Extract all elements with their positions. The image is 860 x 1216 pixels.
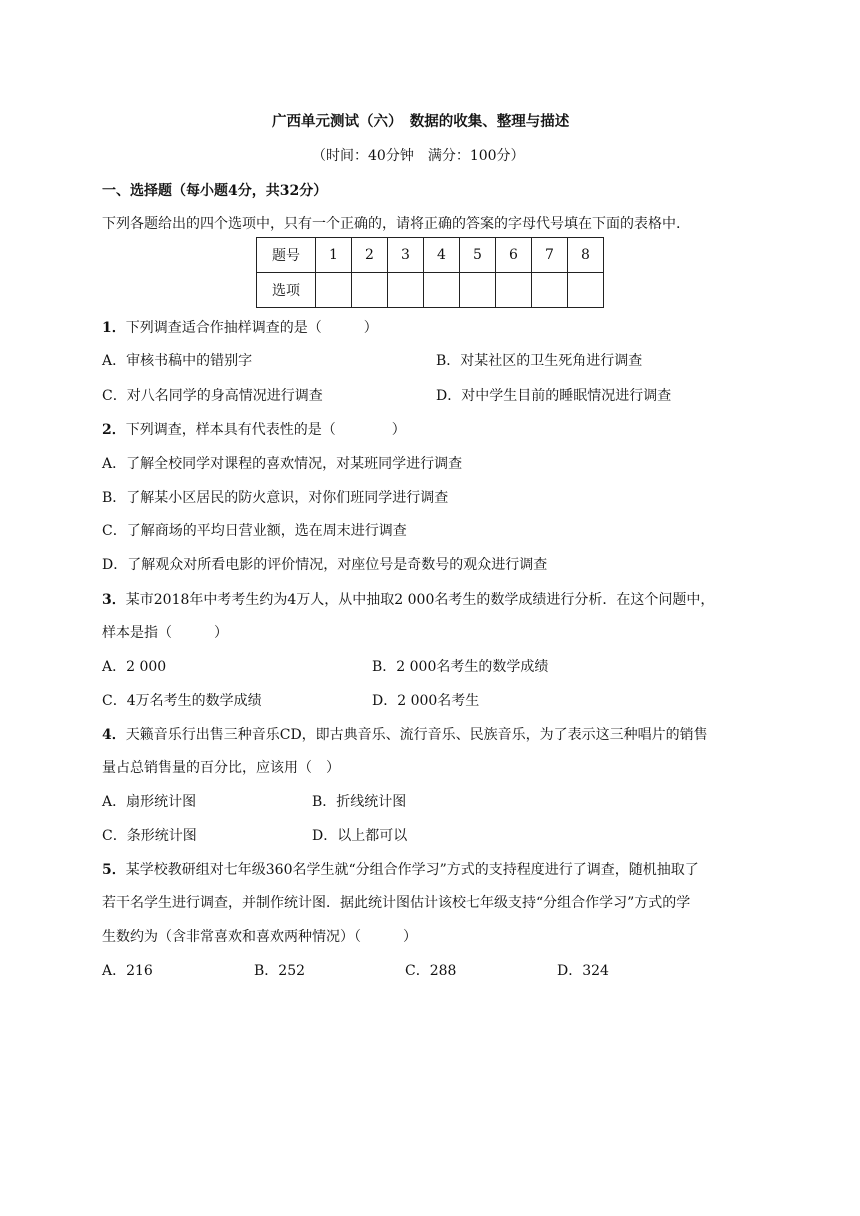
question-number: 4．: [102, 727, 126, 743]
answer-table-number: 3: [388, 238, 424, 273]
option-a: A．2 000: [102, 659, 167, 675]
question-text: 某学校教研组对七年级360名学生就“分组合作学习”方式的支持程度进行了调查，随机抽取了: [125, 862, 699, 878]
answer-cell[interactable]: [424, 273, 460, 308]
question-stem-line2: 量占总销售量的百分比，应该用（ ）: [102, 760, 340, 776]
answer-cell[interactable]: [388, 273, 424, 308]
question-text: 下列调查适合作抽样调查的是（ ）: [125, 320, 378, 336]
section-instruction: 下列各题给出的四个选项中，只有一个正确的，请将正确的答案的字母代号填在下面的表格中.: [102, 216, 681, 232]
question-text: 某市2018年中考考生约为4万人，从中抽取2 000名考生的数学成绩进行分析．在这个问题中，: [125, 592, 715, 608]
answer-table-number: 6: [496, 238, 532, 273]
answer-table-number: 4: [424, 238, 460, 273]
option-c: C．4万名考生的数学成绩: [102, 693, 262, 709]
answer-table-number: 5: [460, 238, 496, 273]
answer-table-number: 7: [532, 238, 568, 273]
question-stem-line2: 若干名学生进行调查，并制作统计图．据此统计图估计该校七年级支持“分组合作学习”方式的学: [102, 895, 691, 911]
option-c: C．了解商场的平均日营业额，选在周末进行调查: [102, 523, 407, 539]
question-stem-line1: [102, 859, 699, 879]
answer-cell[interactable]: [316, 273, 352, 308]
answer-table-row-label: 选项: [257, 273, 316, 308]
option-b: B．252: [254, 963, 306, 979]
option-c: C．条形统计图: [102, 828, 197, 844]
option-a: A．了解全校同学对课程的喜欢情况，对某班同学进行调查: [102, 456, 463, 472]
answer-table-number: 1: [316, 238, 352, 273]
answer-table-number: 8: [568, 238, 604, 273]
option-b: B．折线统计图: [312, 794, 407, 810]
question-stem: [102, 317, 378, 337]
answer-cell[interactable]: [532, 273, 568, 308]
option-d: D．以上都可以: [312, 828, 408, 844]
option-b: B．了解某小区居民的防火意识，对你们班同学进行调查: [102, 490, 449, 506]
question-number: 1．: [102, 320, 126, 336]
section-heading: 一、选择题（每小题4分，共32分）: [102, 183, 328, 199]
answer-table-row-label: 题号: [257, 238, 316, 273]
option-d: D．对中学生目前的睡眠情况进行调查: [436, 388, 672, 404]
question-stem-line1: [102, 589, 714, 609]
question-stem-line3: 生数约为（含非常喜欢和喜欢两种情况）（ ）: [102, 929, 417, 945]
question-number: 5．: [102, 862, 126, 878]
option-b: B．对某社区的卫生死角进行调查: [436, 353, 643, 369]
option-c: C．288: [405, 963, 457, 979]
option-c: C．对八名同学的身高情况进行调查: [102, 388, 323, 404]
page-subtitle: （时间：40分钟 满分：100分）: [312, 148, 525, 164]
option-d: D．324: [557, 963, 609, 979]
answer-cell[interactable]: [460, 273, 496, 308]
question-number: 2．: [102, 422, 126, 438]
question-text: 下列调查，样本具有代表性的是（ ）: [125, 422, 406, 438]
question-stem-line2: 样本是指（ ）: [102, 625, 228, 641]
answer-cell[interactable]: [352, 273, 388, 308]
answer-cell[interactable]: [568, 273, 604, 308]
option-b: B．2 000名考生的数学成绩: [372, 659, 549, 675]
option-a: A．216: [102, 963, 153, 979]
option-d: D．了解观众对所看电影的评价情况，对座位号是奇数号的观众进行调查: [102, 557, 548, 573]
answer-table-choice-row: [257, 273, 604, 308]
option-a: A．审核书稿中的错别字: [102, 353, 253, 369]
question-number: 3．: [102, 592, 126, 608]
question-stem: [102, 419, 406, 439]
answer-table: [256, 237, 604, 308]
answer-cell[interactable]: [496, 273, 532, 308]
question-text: 天籁音乐行出售三种音乐CD，即古典音乐、流行音乐、民族音乐，为了表示这三种唱片的销售: [125, 727, 708, 743]
page-title: 广西单元测试（六） 数据的收集、整理与描述: [272, 113, 570, 130]
answer-table-number-row: [257, 238, 604, 273]
answer-table-number: 2: [352, 238, 388, 273]
option-d: D．2 000名考生: [372, 693, 480, 709]
option-a: A．扇形统计图: [102, 794, 197, 810]
question-stem-line1: [102, 724, 708, 744]
